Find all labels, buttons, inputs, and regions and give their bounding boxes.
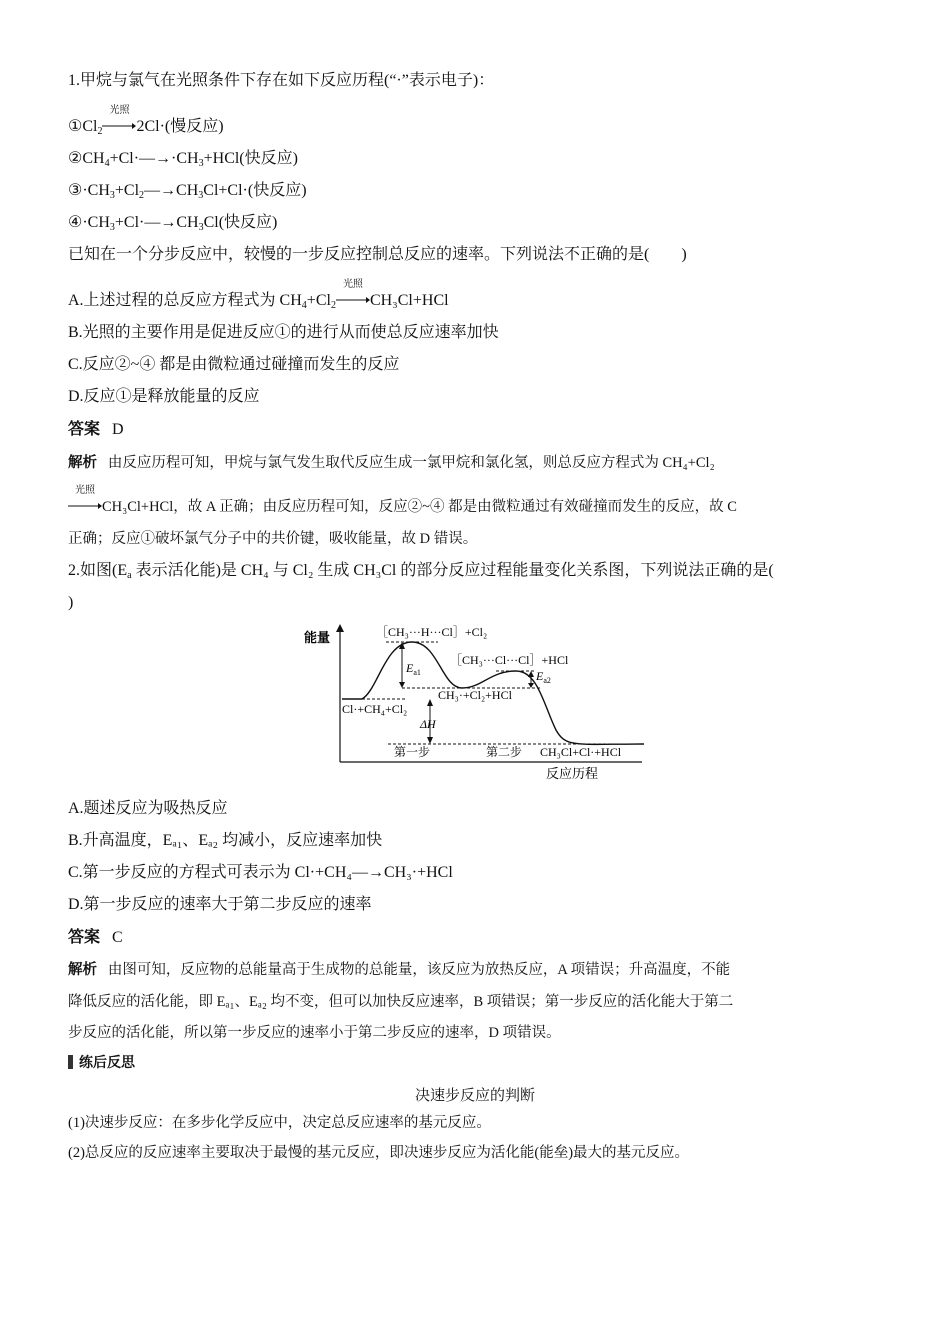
answer-label: 答案: [68, 929, 101, 946]
q1-explanation-line-1: [68, 452, 715, 474]
dh-arrowhead-down: [427, 737, 433, 744]
explanation-text: 由反应历程可知，甲烷与氯气发生取代反应生成一氯甲烷和氯化氢，则总反应方程式为 CH₄+Cl₂: [107, 455, 715, 471]
r3-sub: 3: [109, 190, 115, 201]
answer-value: D: [112, 421, 124, 438]
step1-label: 第一步: [394, 745, 431, 759]
reflection-point-2: (2)总反应的反应速率主要取决于最慢的基元反应，即决速步反应为活化能(能垒)最大的基元反应。: [68, 1145, 690, 1161]
q2-option-c: C.第一步反应的方程式可表示为 Cl·+CH₄—→CH₃·+HCl: [68, 864, 453, 881]
light-arrow: [336, 279, 370, 306]
ea1-arrowhead-down: [399, 682, 405, 688]
q1-option-d: D.反应①是释放能量的反应: [68, 388, 260, 405]
r3-sub: 3: [198, 190, 204, 201]
q2-option-d: D.第一步反应的速率大于第二步反应的速率: [68, 896, 372, 913]
r4-sub: 3: [198, 222, 204, 233]
q1-option-b: B.光照的主要作用是促进反应①的进行从而使总反应速率加快: [68, 324, 499, 341]
q1-reaction-4: [68, 212, 277, 234]
q1-explanation-line-3: 正确；反应①破坏氯气分子中的共价键，吸收能量，故 D 错误。: [68, 531, 478, 547]
intermediate-label: CH₃·+Cl₂+HCl: [438, 688, 512, 702]
q2-stem: [68, 560, 774, 582]
r4-part: ④·CH: [68, 214, 110, 231]
r2-sub: 4: [104, 158, 110, 169]
q2-explanation-line-3: 步反应的活化能，所以第一步反应的速率小于第二步反应的速率，D 项错误。: [68, 1025, 561, 1041]
r1-product: 2Cl·(慢反应): [136, 118, 224, 135]
q1-option-a: [68, 279, 449, 312]
ea2-arrowhead-up: [528, 671, 534, 677]
ea2-arrowhead-down: [528, 683, 534, 688]
optA-text: +Cl: [306, 292, 331, 309]
ea1-subscript: a1: [413, 668, 421, 677]
explanation-text: CH₃Cl+HCl，故 A 正确；由反应历程可知，反应②~④ 都是由微粒通过有效碰撞而发生的反应，故 C: [102, 499, 737, 515]
q2-stem-sub: a: [127, 570, 132, 581]
optA-sub: 4: [301, 300, 307, 311]
q1-answer: [68, 419, 124, 441]
step2-label: 第二步: [486, 745, 523, 759]
reflection-heading-text: 练后反思: [79, 1055, 135, 1071]
explanation-text: 由图可知，反应物的总能量高于生成物的总能量，该反应为放热反应，A 项错误；升高温度，不能: [107, 962, 731, 978]
r4-part: Cl(快反应): [203, 214, 278, 231]
q2-explanation-line-2: 降低反应的活化能，即 Eₐ₁、Eₐ₂ 均不变，但可以加快反应速率，B 项错误；第一步反应的活化能大于第二: [68, 994, 734, 1010]
arrow-condition: 光照: [75, 485, 95, 496]
ea2-label: [535, 669, 551, 685]
q2-option-b: B.升高温度，Eₐ₁、Eₐ₂ 均减小，反应速率加快: [68, 832, 383, 849]
ea2-symbol: E: [536, 669, 544, 683]
q2-stem-end: ): [68, 594, 74, 611]
q2-explanation-line-1: [68, 959, 730, 981]
q1-reaction-1: [68, 105, 224, 138]
light-arrow: [68, 485, 102, 512]
light-arrow: [102, 105, 136, 132]
r2-part: +Cl·—→·CH: [109, 150, 199, 167]
q1-known: 已知在一个分步反应中，较慢的一步反应控制总反应的速率。下列说法不正确的是( ): [68, 246, 687, 263]
products-label: CH₃Cl+Cl·+HCl: [540, 745, 622, 759]
q1-stem: 1.甲烷与氯气在光照条件下存在如下反应历程(“·”表示电子)：: [68, 72, 495, 89]
explanation-label: 解析: [68, 455, 97, 471]
r1-reactant: ①Cl: [68, 118, 98, 135]
arrow-condition: 光照: [342, 279, 363, 290]
ea1-symbol: E: [406, 661, 414, 675]
q1-reaction-2: [68, 148, 298, 170]
answer-label: 答案: [68, 421, 101, 438]
y-axis-label: 能量: [304, 630, 331, 645]
r3-sub: 2: [139, 190, 145, 201]
reflection-title: 决速步反应的判断: [414, 1088, 535, 1104]
r4-sub: 3: [109, 222, 115, 233]
energy-diagram: [300, 620, 660, 790]
optA-text: A.上述过程的总反应方程式为 CH: [68, 292, 302, 309]
r4-part: +Cl·—→CH: [114, 214, 199, 231]
q1-explanation-line-2: [68, 485, 737, 518]
q2-option-a: A.题述反应为吸热反应: [68, 800, 228, 817]
q1-reaction-3: [68, 180, 307, 202]
reflection-point-1: (1)决速步反应：在多步化学反应中，决定总反应速率的基元反应。: [68, 1115, 491, 1131]
ts1-label: ［CH₃···H···Cl］+Cl₂: [376, 625, 488, 639]
arrow-condition: 光照: [109, 105, 130, 116]
ts2-label: ［CH₃···Cl···Cl］+HCl: [450, 653, 569, 667]
r2-part: +HCl(快反应): [203, 150, 298, 167]
heading-bar-icon: [68, 1055, 73, 1069]
dh-arrowhead-up: [427, 699, 433, 706]
r3-part: ③·CH: [68, 182, 110, 199]
q1-option-c: C.反应②~④ 都是由微粒通过碰撞而发生的反应: [68, 356, 400, 373]
q2-stem-text: 2.如图(E: [68, 562, 128, 579]
r2-part: ②CH: [68, 150, 105, 167]
optA-sub: 2: [330, 300, 336, 311]
reflection-heading: [68, 1052, 135, 1074]
optA-product: CH₃Cl+HCl: [369, 292, 449, 309]
ea2-subscript: a2: [543, 676, 551, 685]
y-axis-arrowhead: [336, 624, 344, 632]
ea1-label: [405, 661, 421, 677]
r3-part: —→CH: [144, 182, 199, 199]
q2-answer: [68, 927, 123, 949]
r3-part: Cl+Cl·(快反应): [203, 182, 307, 199]
r2-sub: 3: [198, 158, 204, 169]
r1-sub: 2: [97, 126, 103, 137]
explanation-label: 解析: [68, 962, 97, 978]
r3-part: +Cl: [114, 182, 140, 199]
q2-stem-text: 表示活化能)是 CH₄ 与 Cl₂ 生成 CH₃Cl 的部分反应过程能量变化关系图，下列说法正确的是(: [131, 562, 774, 579]
answer-value: C: [112, 929, 123, 946]
reactants-label: Cl·+CH₄+Cl₂: [342, 702, 408, 716]
x-axis-label: 反应历程: [546, 766, 599, 781]
dh-label: ΔH: [420, 717, 436, 731]
